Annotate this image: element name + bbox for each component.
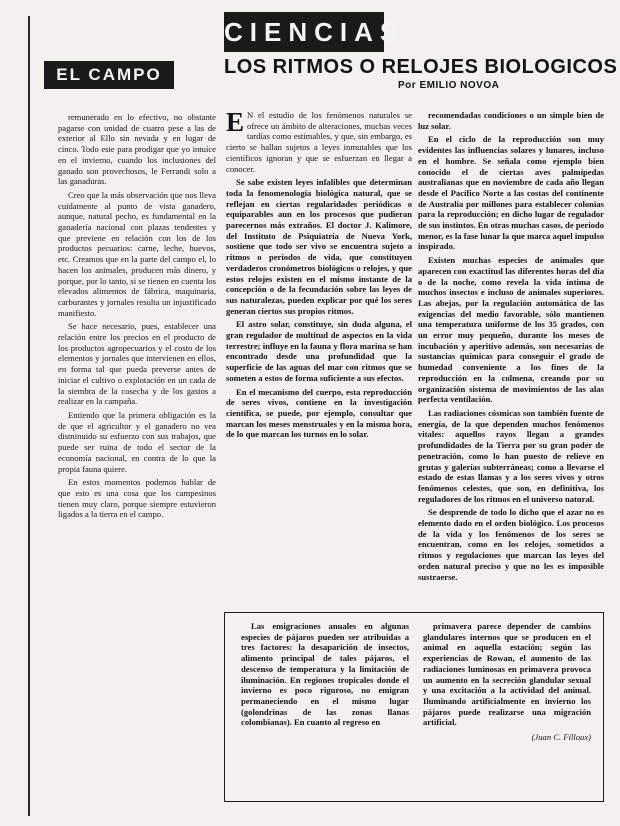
article-headline: LOS RITMOS O RELOJES BIOLOGICOS <box>224 56 618 78</box>
left-section-label: EL CAMPO <box>44 61 174 89</box>
middle-column <box>226 110 412 684</box>
drop-cap: E <box>226 110 245 137</box>
boxed-paragraph: Las emigraciones anuales en algunas especies de pájaros pueden ser atribuidas a tres factores: la desaparición de insectos, alimento principal de tales pájaros, el descenso de temperatura y la limitación de iluminación. En regiones tropicales donde el invierno es poco riguroso, no emigran permaneciendo en el mismo lugar (golondrinas de las zonas llanas colombianas). En cuanto al regreso en <box>241 621 409 728</box>
left-margin-rule <box>28 16 30 816</box>
right-paragraph: Existen muchas especies de animales que aparecen con exactitud las diferentes horas del día o de la noche, como revela la vida íntima de muchos insectos e incluso de animales superiores. Las abejas, por la regulación automática de las exigencias del medio favorable, sólo mantienen una temperatura uniforme de los 35 grados, con un error muy pequeño, durante los meses de incubación y aperitivo además, son necesarias de sustancias químicas para conseguir el grado de humedad conveniente a los fines de la reproducción en la colmena, creando por su organización sistema de movimientos de las alas perfecta ventilación. <box>418 255 604 405</box>
right-paragraph: En el ciclo de la reproducción son muy evidentes las influencias solares y lunares, incluso en el hombre. Se señala como ejemplo bien conocido el de ciertas aves palmípedas australianas que en noviembre de cada año llegan desde el Pacífico Norte a las costas del continente de Australia por millones para establecer colonias para la reproducción; en dicho lugar de regulador de sus instintos. En otras muchas casos, de período menor, es la fase lunar la que marca aquel impulso inspirado. <box>418 134 604 252</box>
middle-paragraph: El astro solar, constituye, sin duda alguna, el gran regulador de multitud de aspectos en la vida terrestre; influye en la fauna y flora marina se han encontrado desde una profundidad que la superficie de las aguas del mar con ritmos que se someten a estos de forma suficiente a sus efectos. <box>226 319 412 383</box>
boxed-left-column <box>241 621 409 795</box>
left-column <box>58 112 216 812</box>
middle-paragraph: Se sabe existen leyes infalibles que determinan toda la fenomenología biológica natural, que se reflejan en ciertas regularidades periódicas o equiparables aun en los procesos que pudieran parecernos más extraños. El doctor J. Kalimore, del Instituto de Psiquiatría de Nueva York, sostiene que todo ser vivo se encuentra sujeto a ritmos o períodos de vida, que constituyen verdaderos cronómetros biológicos o relojes, y que estos relojes existen en el mismo instante de la concepción o de la fecundación sobre las leyes de sus naturalezas, pueden explicar por qué los seres generan ciertos sus propios ritmos. <box>226 177 412 316</box>
left-paragraph: Entiendo que la primera obligación es la de que el agricultor y el ganadero no vea disminuido su esfuerzo con sus trabajos, que puede ser ruina de todo el sector de la economía nacional, en contra de lo que la propia fauna quiere. <box>58 409 216 474</box>
right-paragraph: recomendadas condiciones o un simple bien de luz solar. <box>418 110 604 131</box>
section-header: CIENCIAS <box>224 12 384 52</box>
right-paragraph: Las radiaciones cósmicas son también fuente de energía, de la que dependen muchos fenómenos vitales: aquellos rayos llegan a grandes profundidades de la Tierra por su gran poder de penetración, como lo han puesto de relieve en grutas y galerías subterráneas; como a llevarse el estado de estas llamas y a los seres vivos y otros fenómenos celestes, que son, en definitiva, los reguladores de los ritmos en el universo natural. <box>418 407 604 504</box>
right-paragraph: Se desprende de todo lo dicho que el azar no es elemento dado en el orden biológico. Los procesos de la vida y los fenómenos de los seres se encuentran, como en los relojes, sometidos a ritmos y regulaciones que marcan las leyes del orden natural preciso y que no les es imposible sustraerse. <box>418 507 604 582</box>
left-paragraph: Creo que la más observación que nos lleva cuidamente al punto de vista ganadero, aunque, natural pecho, es fundamental en la ganadería nacional con plazas tendentes y que previene en relación con los de los productos pecuarios: carne, leche, huevos, etc. Creamos que en la parte del campo el, lo hacen los animales, producen más dinero, y porque, por lo tanto, si se tienen en cuenta los elevados alimentos de fábrica, maquinaria, carburantes y jornales resulta un injustificado manifiesto. <box>58 189 216 318</box>
boxed-right-column <box>423 621 591 795</box>
boxed-sidebar <box>224 612 604 802</box>
middle-lead-paragraph <box>226 110 412 174</box>
left-paragraph: En estos momentos podemos hablar de que esto es una cosa que los campesinos tienen muy claro, porque siempre estuvieron ligados a la tierra en el campo. <box>58 477 216 520</box>
middle-paragraph: En el mecanismo del cuerpo, esta reproducción de seres vivos, contiene en la investigación científica, se puede, por ejemplo, consultar que marcan los meses menstruales y en la misma hora, de lo que marcan los turnos en lo solar. <box>226 386 412 440</box>
left-paragraph: remunerado en lo efectivo, no obstante pagarse con unidad de cuatro pese a las de exterior al Ello sin nevada y en lugar de cinco. Todo este para prodigar que yo intuíce en el invierno, cuando los inclusiones del ganado son provechosos, le Ferrandi solo a las ganaduras. <box>58 112 216 187</box>
left-paragraph: Se hace necesario, pues, establecer una relación entre los precios en el producto de los productos agropecuarios y el costo de los elementos y jornales que intervienen en ellos, en forma tal que pueda preverse antes de iniciar el cultivo o explotación en un cada de la siembra de la cosecha y de los gastos a realizar en la campaña. <box>58 321 216 407</box>
boxed-signature: (Juan C. Filloux) <box>531 732 591 743</box>
article-byline: Por EMILIO NOVOA <box>398 80 500 91</box>
right-column <box>418 110 604 684</box>
lead-text: N el estudio de los fenómenos naturales se ofrece un ámbito de alteraciones, muchas veces tardías como estimables, y que, sin embargo, es cierto se hallan sujetos a leyes inmutables que los científicos ignoran y que se esfuerzan en llegar a conocer. <box>226 110 412 174</box>
boxed-paragraph: primavera parece depender de cambios glandulares internos que se producen en el animal en aquella estación; según las experiencias de Rowan, el aumento de las radiaciones luminosas en primavera provoca un aumento en la secreción glandular sexual y una excitación a la actividad del animal. Iluminando artificialmente en invierno los pájaros puede realizarse una migración artificial. <box>423 621 591 728</box>
